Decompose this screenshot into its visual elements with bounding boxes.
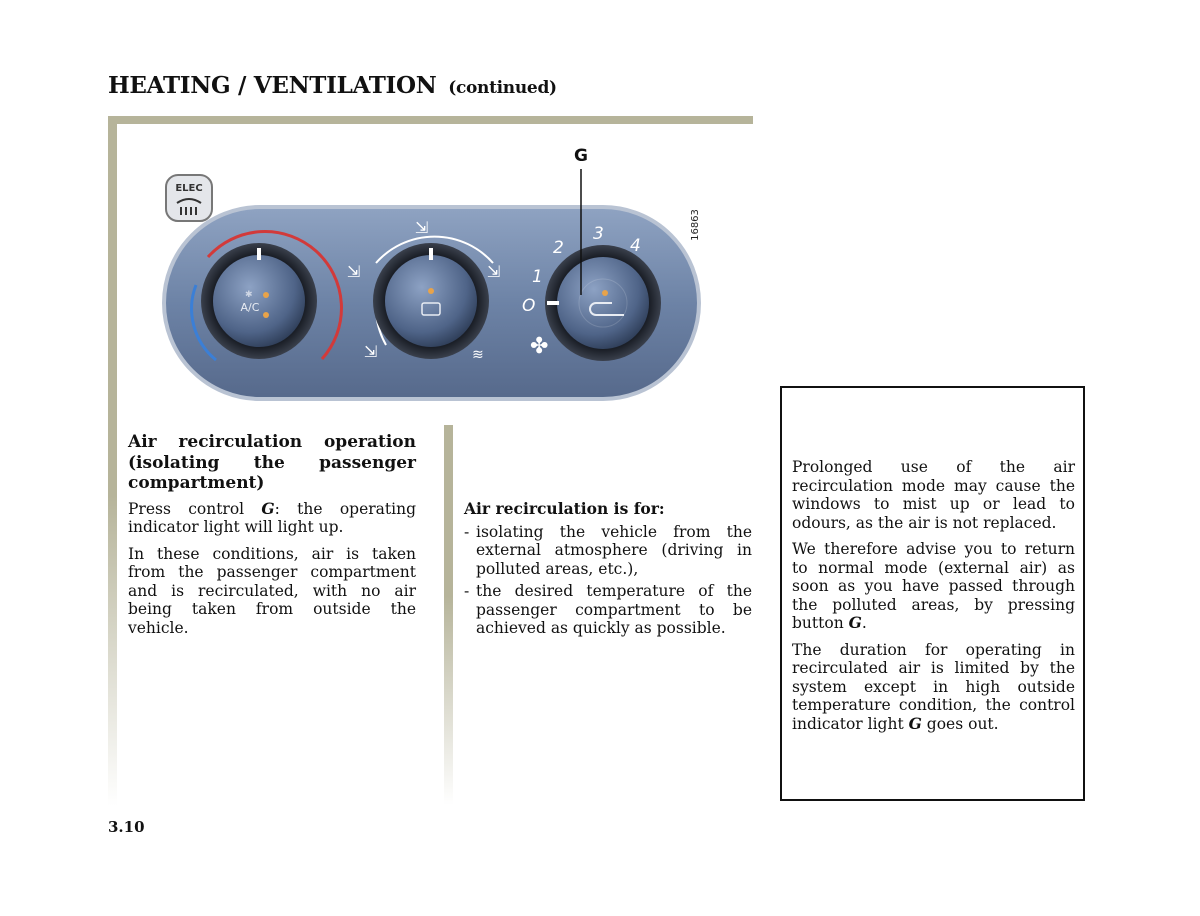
note-p3-after: goes out. [921,714,999,733]
note-p3-before: The duration for operating in recirculated air is limited by the system except in high outside temperature condition, the control indicator light [792,640,1075,733]
purpose-list [464,523,752,638]
paragraph-press-control [128,500,416,537]
note-p2-after: . [861,614,867,632]
list-item [464,523,752,579]
airflow-windscreen-foot-icon: ⇲ [487,262,501,281]
p1-before: Press control [128,499,262,518]
note-p2-before: We therefore advise you to return to normal mode (external air) as soon as you have passed through the polluted areas, by pressing button [792,540,1075,632]
section-heading: Air recirculation operation (isolating the passenger compartment) [128,432,416,493]
page-number: 3.10 [108,818,145,836]
note-paragraph-3 [792,641,1075,734]
svg-text:✱: ✱ [245,290,253,300]
elec-label: ELEC [175,183,203,194]
top-rule [108,116,753,124]
middle-rule [444,425,453,805]
airflow-face-icon: ⇲ [415,218,429,237]
middle-column [464,500,752,642]
fan-speed-0: O [522,296,536,316]
control-panel-illustration [150,135,730,410]
figure-ref-number: 16863 [690,209,701,241]
callout-label-g: G [574,146,588,166]
list-item [464,582,752,638]
windscreen-demist-icon: ≋ [472,347,484,363]
note-paragraph-2 [792,540,1075,633]
list-item-text: the desired temperature of the passenger compartment to be achieved as quickly as possible. [476,582,752,637]
note-paragraph-1: Prolonged use of the air recirculation mode may cause the windows to mist up or lead to odours, as the air is not replaced. [792,458,1075,532]
page-title [108,72,557,99]
air-distribution-knob[interactable] [373,243,489,359]
left-rule [108,116,117,806]
p1-control-ref: G [261,498,275,518]
list-dash: - [464,582,470,600]
fan-speed-2: 2 [553,238,564,258]
airflow-foot-icon: ⇲ [364,342,378,361]
airflow-face-foot-icon: ⇲ [347,262,361,281]
paragraph-conditions: In these conditions, air is taken from the passenger compartment and is recirculated, with no air being taken from outside the vehicle. [128,544,416,637]
temperature-knob[interactable] [201,243,317,359]
note-text [792,458,1075,741]
ac-label: A/C [240,301,260,314]
p1-after: : the operating indicator light will light up. [128,499,416,536]
fan-speed-4: 4 [630,236,641,256]
fan-speed-3: 3 [593,224,604,244]
title-main: HEATING / VENTILATION [108,72,437,99]
list-item-text: isolating the vehicle from the external atmosphere (driving in polluted areas, etc.), [476,522,752,578]
title-continued: (continued) [448,78,557,98]
note-p2-control-ref: G [848,613,862,632]
note-p3-control-ref: G [908,713,922,733]
fan-speed-1: 1 [532,267,543,287]
list-dash: - [464,522,470,541]
recirculation-purpose-lead: Air recirculation is for: [464,499,665,518]
rear-demist-elec-icon [166,175,212,221]
fan-icon: ✤ [530,334,549,359]
left-column [128,432,416,645]
